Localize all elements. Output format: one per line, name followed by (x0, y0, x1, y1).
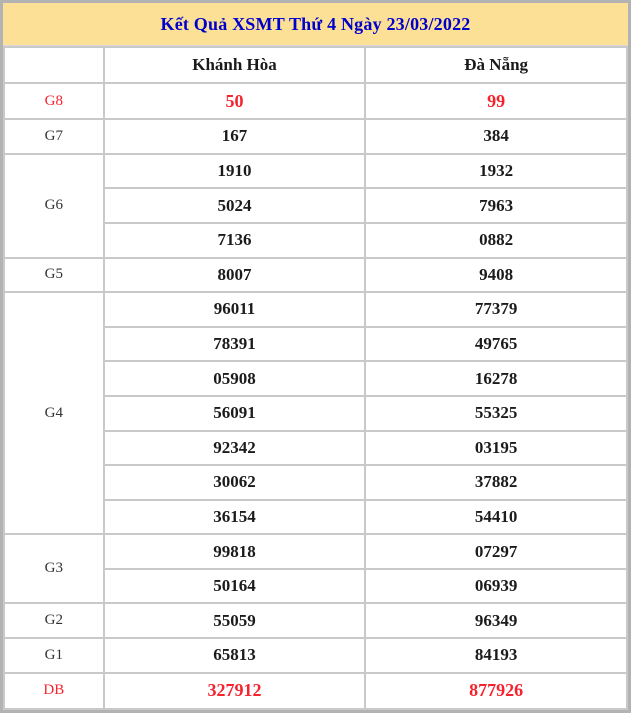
prize-value-cell: 78391 (104, 327, 366, 362)
prize-value-cell: 84193 (365, 638, 627, 673)
prize-value-cell: 167 (104, 119, 366, 154)
prize-value-cell: 65813 (104, 638, 366, 673)
prize-label-g4: G4 (4, 292, 104, 534)
prize-value-cell: 99 (365, 83, 627, 119)
prize-value-cell: 49765 (365, 327, 627, 362)
prize-label-g3: G3 (4, 534, 104, 603)
prize-label-g6: G6 (4, 154, 104, 258)
prize-value-cell: 50164 (104, 569, 366, 604)
prize-value-cell: 1932 (365, 154, 627, 189)
prize-value-cell: 92342 (104, 431, 366, 466)
prize-value-cell: 30062 (104, 465, 366, 500)
prize-value-cell: 0882 (365, 223, 627, 258)
results-tbody (4, 83, 627, 709)
table-row (4, 119, 627, 154)
table-row (4, 292, 627, 327)
prize-value-cell: 5024 (104, 188, 366, 223)
prize-value-cell: 07297 (365, 534, 627, 569)
prize-value-cell: 36154 (104, 500, 366, 535)
corner-cell (4, 47, 104, 83)
table-row (4, 673, 627, 709)
column-header-khanh-hoa: Khánh Hòa (104, 47, 366, 83)
prize-value-cell: 06939 (365, 569, 627, 604)
column-header-row (4, 47, 627, 83)
prize-value-cell: 1910 (104, 154, 366, 189)
prize-value-cell: 77379 (365, 292, 627, 327)
prize-value-cell: 55325 (365, 396, 627, 431)
prize-value-cell: 56091 (104, 396, 366, 431)
prize-value-cell: 9408 (365, 258, 627, 293)
prize-value-cell: 384 (365, 119, 627, 154)
prize-value-cell: 327912 (104, 673, 366, 709)
prize-value-cell: 03195 (365, 431, 627, 466)
prize-value-cell: 54410 (365, 500, 627, 535)
table-row (4, 603, 627, 638)
prize-value-cell: 8007 (104, 258, 366, 293)
prize-label-g8: G8 (4, 83, 104, 119)
prize-label-g1: G1 (4, 638, 104, 673)
prize-value-cell: 7136 (104, 223, 366, 258)
prize-value-cell: 05908 (104, 361, 366, 396)
column-header-da-nang: Đà Nẵng (365, 47, 627, 83)
prize-label-g2: G2 (4, 603, 104, 638)
results-table (3, 46, 628, 710)
prize-label-g7: G7 (4, 119, 104, 154)
prize-value-cell: 96349 (365, 603, 627, 638)
prize-value-cell: 50 (104, 83, 366, 119)
prize-value-cell: 99818 (104, 534, 366, 569)
prize-value-cell: 96011 (104, 292, 366, 327)
prize-value-cell: 16278 (365, 361, 627, 396)
prize-value-cell: 55059 (104, 603, 366, 638)
prize-label-db: DB (4, 673, 104, 709)
results-title: Kết Quả XSMT Thứ 4 Ngày 23/03/2022 (3, 3, 628, 46)
table-row (4, 638, 627, 673)
table-row (4, 83, 627, 119)
prize-value-cell: 7963 (365, 188, 627, 223)
prize-value-cell: 37882 (365, 465, 627, 500)
prize-label-g5: G5 (4, 258, 104, 293)
table-row (4, 154, 627, 189)
prize-value-cell: 877926 (365, 673, 627, 709)
table-row (4, 534, 627, 569)
table-row (4, 258, 627, 293)
